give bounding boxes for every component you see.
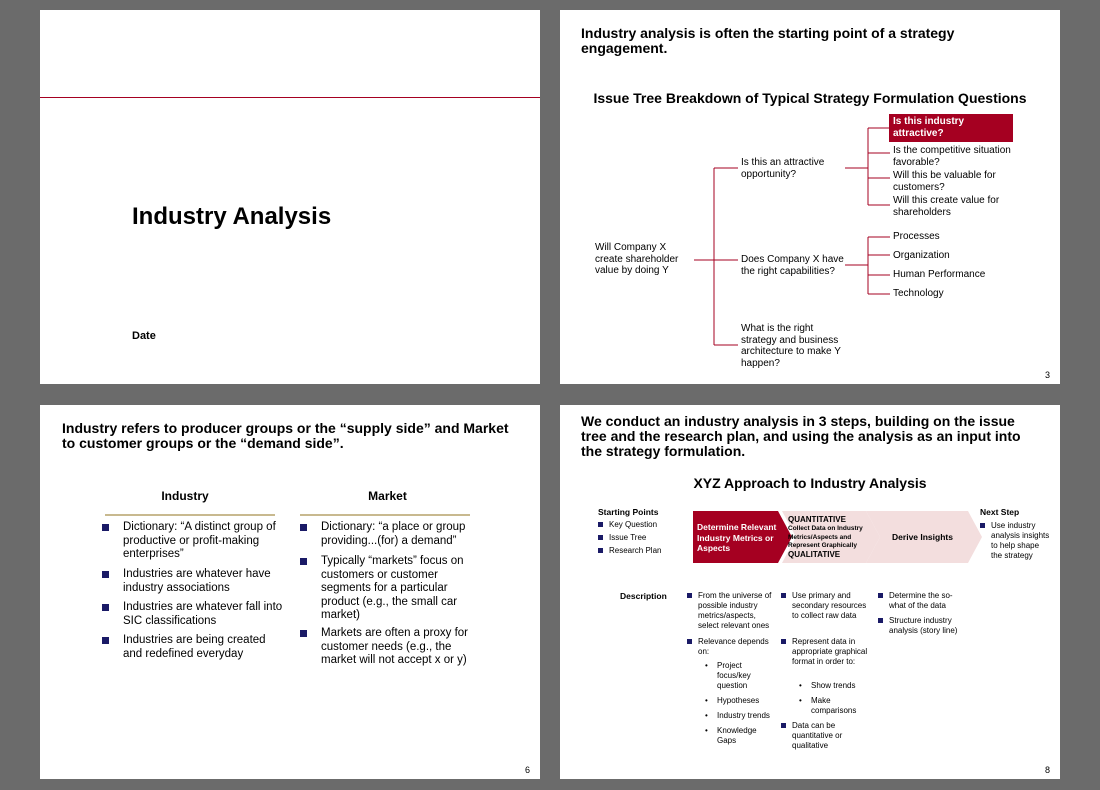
industry-column-header: Industry (161, 489, 209, 503)
description-item: Structure industry analysis (story line) (878, 616, 968, 636)
slide-heading: Industry analysis is often the starting point of a strategy engagement. (581, 25, 955, 56)
date-label: Date (132, 330, 156, 342)
tree-leaf: Organization (893, 250, 950, 261)
industry-bullet: Industries are being created and redefined everyday (102, 634, 287, 661)
starting-point-item: Key Question (598, 520, 688, 530)
slide-title (40, 10, 540, 384)
description-subitem: • Knowledge Gaps (705, 726, 757, 745)
description-label: Description (620, 591, 667, 601)
slide-approach (560, 405, 1060, 779)
description-item: Determine the so-what of the data (878, 591, 968, 611)
description-item: Data can be quantitative or qualitative (781, 721, 869, 751)
industry-bullet: Industries are whatever have industry associations (102, 568, 287, 595)
page-number: 6 (524, 765, 530, 775)
next-step-label: Next Step (980, 507, 1020, 517)
slide-heading: We conduct an industry analysis in 3 steps, building on the issue tree and the research plan, and using the analysis as an input into the strategy formulation. (581, 413, 1021, 459)
description-subitem: • Hypotheses (705, 696, 760, 705)
tree-leaf: Technology (893, 288, 944, 299)
step-determine-metrics: Determine Relevant Industry Metrics or Aspects (697, 522, 777, 553)
slide-issue-tree (560, 10, 1060, 384)
step-qualitative: QUALITATIVE (788, 550, 841, 559)
issue-tree-subtitle: Issue Tree Breakdown of Typical Strategy Formulation Questions (593, 90, 1027, 106)
approach-subtitle: XYZ Approach to Industry Analysis (693, 475, 927, 491)
slide-industry-vs-market (40, 405, 540, 779)
starting-point-item: Issue Tree (598, 533, 688, 543)
market-bullet: Typically “markets” focus on customers or customer segments for a particular product (e.g., the small car market) (300, 555, 475, 623)
tree-root: Will Company X create shareholder value by doing Y (595, 242, 679, 276)
market-column-header: Market (368, 489, 407, 503)
industry-bullet: Industries are whatever fall into SIC classifications (102, 601, 287, 628)
market-bullet: Dictionary: “a place or group providing...(for) a demand” (300, 521, 475, 548)
next-step-item: Use industry analysis insights to help shape the strategy (980, 521, 1050, 561)
tree-branch-attractive: Is this an attractive opportunity? (741, 157, 825, 180)
starting-points-label: Starting Points (598, 507, 659, 517)
tree-leaf: Will this be valuable for customers? (893, 170, 996, 193)
tree-branch-capabilities: Does Company X have the right capabilities? (741, 254, 844, 277)
title-rule (40, 97, 540, 98)
description-subitem: • Project focus/key question (705, 661, 751, 690)
market-bullet: Markets are often a proxy for customer needs (e.g., the market will not accept x or y) (300, 627, 475, 668)
description-subitem: • Industry trends (705, 711, 770, 720)
step-collect-data: Collect Data on Industry Metrics/Aspects and Represent Graphically (788, 525, 863, 549)
page-number: 3 (1044, 370, 1050, 380)
market-header-rule (300, 514, 470, 516)
tree-branch-strategy: What is the right strategy and business architecture to make Y happen? (741, 323, 841, 369)
step-quantitative: QUANTITATIVE (788, 515, 846, 524)
description-subitem: • Show trends (799, 681, 856, 690)
tree-leaf: Is the competitive situation favorable? (893, 145, 1011, 168)
step-derive-insights: Derive Insights (892, 532, 953, 542)
tree-leaf: Processes (893, 231, 940, 242)
page-number: 8 (1044, 765, 1050, 775)
description-item: From the universe of possible industry metrics/aspects, select relevant ones (687, 591, 777, 631)
description-item: Relevance depends on: (687, 637, 777, 657)
slide-heading: Industry refers to producer groups or the “supply side” and Market to customer groups or the “demand side”. (62, 420, 509, 451)
description-subitem: • Make comparisons (799, 696, 857, 715)
description-item: Represent data in appropriate graphical format in order to: (781, 637, 869, 667)
tree-leaf: Human Performance (893, 269, 986, 280)
industry-header-rule (105, 514, 275, 516)
description-item: Use primary and secondary resources to collect raw data (781, 591, 869, 621)
industry-bullet: Dictionary: “A distinct group of productive or profit-making enterprises” (102, 521, 287, 562)
starting-point-item: Research Plan (598, 546, 688, 556)
tree-leaf: Will this create value for shareholders (893, 195, 1000, 218)
tree-leaf-highlighted: Is this industry attractive? (889, 114, 1013, 142)
slide-main-title: Industry Analysis (132, 203, 332, 230)
